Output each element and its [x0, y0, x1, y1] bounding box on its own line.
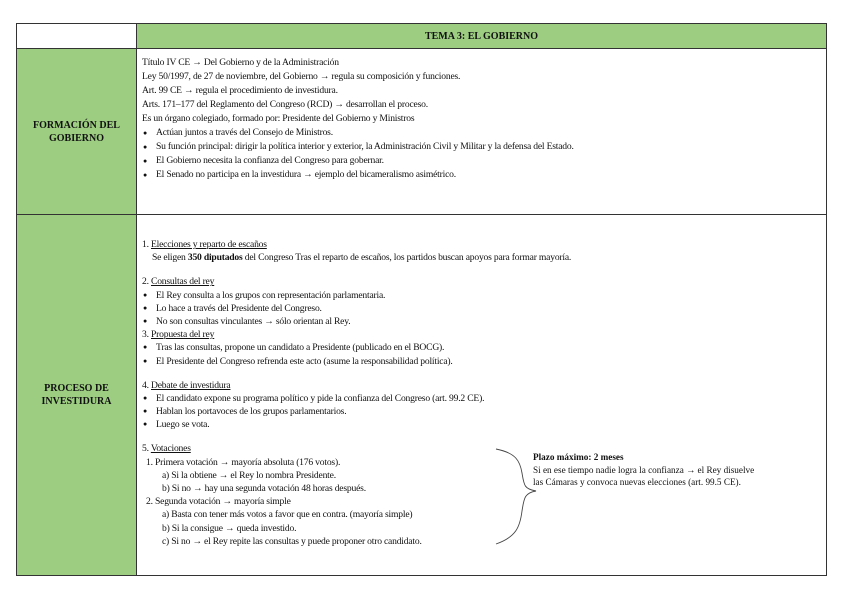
vote-subline: a) Basta con tener más votos a favor que en contra. (mayoría simple): [162, 509, 413, 521]
bullet-item: ● Hablan los portavoces de los grupos parlamentarios.: [142, 405, 826, 418]
bullet-item: ● El Gobierno necesita la confianza del Congreso para gobernar.: [142, 154, 826, 168]
text-line: Es un órgano colegiado, formado por: Presidente del Gobierno y Ministros: [142, 113, 415, 124]
bullet-item: ● No son consultas vinculantes → sólo orientan al Rey.: [142, 315, 826, 328]
step-heading: 2. Consultas del rey: [142, 276, 215, 288]
vote-subline: b) Si no → hay una segunda votación 48 horas después.: [162, 483, 366, 494]
bullet-item: ● El Presidente del Congreso refrenda este acto (asume la responsabilidad política).: [142, 355, 826, 368]
header-empty-cell: [17, 24, 137, 49]
bullet-item: ● Luego se vota.: [142, 418, 826, 431]
row-content-formacion: [137, 49, 826, 215]
text-line: Título IV CE → Del Gobierno y de la Administración: [142, 57, 339, 68]
step-heading: 5. Votaciones: [142, 443, 191, 455]
step-heading: 4. Debate de investidura: [142, 379, 231, 391]
bullet-item: ● El Rey consulta a los grupos con representación parlamentaria.: [142, 289, 826, 302]
bullet-item: ● El Senado no participa en la investidura → ejemplo del bicameralismo asimétrico.: [142, 168, 826, 182]
step-text: Se eligen 350 diputados del Congreso Tras el reparto de escaños, los partidos buscan apoyos para formar mayoría.: [152, 252, 572, 264]
bullet-item: ● El candidato expone su programa político y pide la confianza del Congreso (art. 99.2 CE).: [142, 392, 826, 405]
summary-table: [16, 23, 827, 576]
vote-subline: c) Si no → el Rey repite las consultas y puede proponer otro candidato.: [162, 535, 422, 547]
note-title: Plazo máximo: 2 meses: [533, 452, 624, 462]
vote-line: 1. Primera votación → mayoría absoluta (176 votos).: [146, 456, 341, 468]
page-title: TEMA 3: EL GOBIERNO: [137, 24, 826, 49]
row-content-investidura: [137, 215, 826, 575]
bullet-item: ● Su función principal: dirigir la política interior y exterior, la Administración Civil y Militar y la defensa del Estado.: [142, 140, 826, 154]
deadline-note: [533, 451, 754, 489]
vote-subline: b) Si la consigue → queda investido.: [162, 522, 297, 534]
bullet-item: ● Actúan juntos a través del Consejo de Ministros.: [142, 126, 826, 140]
step-heading: 3. Propuesta del rey: [142, 329, 215, 341]
text-line: Ley 50/1997, de 27 de noviembre, del Gobierno → regula su composición y funciones.: [142, 71, 461, 82]
bullet-item: ● Tras las consultas, propone un candidato a Presidente (publicado en el BOCG).: [142, 341, 826, 354]
vote-subline: a) Si la obtiene → el Rey lo nombra Presidente.: [162, 469, 336, 481]
step-heading: 1. Elecciones y reparto de escaños: [142, 239, 267, 250]
text-line: Art. 99 CE → regula el procedimiento de investidura.: [142, 85, 338, 96]
note-line: las Cámaras y convoca nuevas elecciones (art. 99.5 CE).: [533, 477, 741, 487]
row-label-investidura: PROCESO DE INVESTIDURA: [17, 215, 137, 575]
text-line: Arts. 171–177 del Reglamento del Congreso (RCD) → desarrollan el proceso.: [142, 99, 428, 110]
note-line: Si en ese tiempo nadie logra la confianza → el Rey disuelve: [533, 464, 755, 475]
row-label-formacion: FORMACIÓN DEL GOBIERNO: [17, 49, 137, 215]
bullet-item: ● Lo hace a través del Presidente del Congreso.: [142, 302, 826, 315]
vote-line: 2. Segunda votación → mayoría simple: [146, 496, 291, 508]
